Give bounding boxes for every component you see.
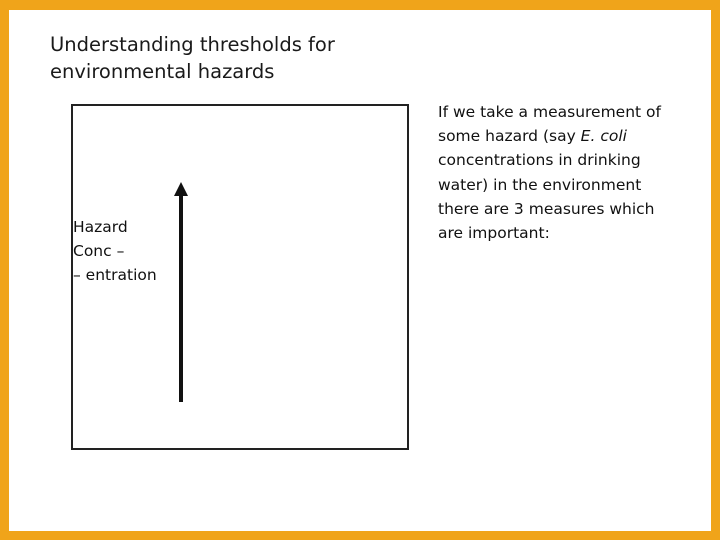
y-axis-label-line: – entration [73,266,157,284]
concentration-axis-arrow [170,180,192,406]
y-axis-label-line: Hazard [73,218,128,236]
side-text-part2: concentrations in drinking water) in the environment there are 3 measures which are important: [438,151,655,243]
arrow-head [174,182,188,196]
y-axis-label [73,215,157,287]
y-axis-label-line: Conc – [73,242,125,260]
side-text [438,100,678,245]
side-text-part1: If we take a measurement of some hazard (say [438,103,661,146]
slide-title: Understanding thresholds for environmental hazards [50,33,335,83]
side-text-italic: E. coli [580,127,627,146]
